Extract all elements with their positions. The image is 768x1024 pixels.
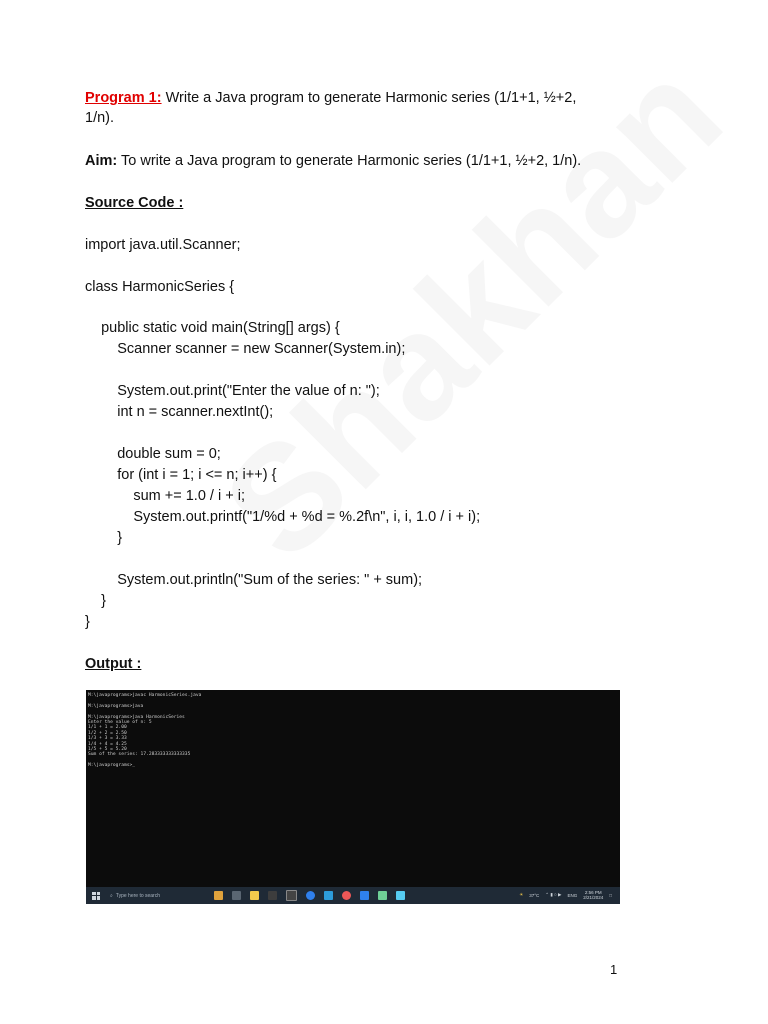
language-indicator: ENG <box>567 892 578 898</box>
code-line: for (int i = 1; i <= n; i++) { <box>85 467 277 483</box>
code-line: Scanner scanner = new Scanner(System.in); <box>85 341 406 357</box>
aim-text: To write a Java program to generate Harmonic series (1/1+1, ½+2, 1/n). <box>117 153 582 169</box>
program-title <box>85 88 576 108</box>
source-code-heading: Source Code : <box>85 195 184 211</box>
taskbar <box>86 887 620 904</box>
windows-start-icon <box>92 892 100 900</box>
app-icon <box>378 891 387 900</box>
page-number: 1 <box>610 962 618 977</box>
terminal-screenshot <box>86 690 620 904</box>
aim-line <box>85 151 581 171</box>
edge-icon <box>306 891 315 900</box>
code-line: } <box>85 593 106 609</box>
terminal-line: 1/1 + 1 = 2.00 <box>88 725 127 731</box>
terminal-line: Enter the value of n: 5 <box>88 720 152 726</box>
code-line: } <box>85 530 123 546</box>
code-line: class HarmonicSeries { <box>85 279 235 295</box>
code-line: System.out.println("Sum of the series: " + sum); <box>85 572 423 588</box>
terminal-line: M:\javaprograms>javac HarmonicSeries.java <box>88 693 202 698</box>
code-line: System.out.print("Enter the value of n: "); <box>85 383 380 399</box>
terminal-line: M:\javaprograms>java <box>88 703 144 709</box>
code-line: int n = scanner.nextInt(); <box>85 404 274 420</box>
app-icon <box>268 891 277 900</box>
program-text: Write a Java program to generate Harmonic series (1/1+1, ½+2, <box>161 90 577 106</box>
clock-time: 2:56 PM <box>584 890 602 895</box>
aim-label: Aim: <box>85 153 118 169</box>
clock-date: 2/21/2024 <box>583 895 604 900</box>
file-explorer-icon <box>250 891 259 900</box>
taskbar-search-placeholder: Type here to search <box>115 892 161 899</box>
tray-icons: ⌃ ▮ ○ ▶ <box>545 892 562 897</box>
system-tray <box>519 890 612 900</box>
task-view-icon <box>232 891 241 900</box>
notification-icon: □ <box>609 892 612 898</box>
code-line: import java.util.Scanner; <box>85 237 241 253</box>
terminal-line: Sum of the series: 17.283333333333335 <box>88 752 191 758</box>
code-line: sum += 1.0 / i + i; <box>85 488 245 504</box>
code-line: System.out.printf("1/%d + %d = %.2f\n", i, i, 1.0 / i + i); <box>85 509 481 525</box>
terminal-output <box>88 693 201 769</box>
terminal-line: 1/4 + 4 = 4.25 <box>88 741 127 747</box>
app-icon <box>396 891 405 900</box>
terminal-line: M:\javaprograms>java HarmonicSeries <box>88 714 185 720</box>
terminal-line: 1/5 + 5 = 5.20 <box>88 747 127 753</box>
code-line: public static void main(String[] args) { <box>85 320 340 336</box>
widget-icon <box>214 891 223 900</box>
vscode-icon <box>360 891 369 900</box>
output-heading: Output : <box>85 656 142 672</box>
search-icon: ⌕ <box>110 892 113 899</box>
terminal-line: 1/2 + 2 = 2.50 <box>88 730 127 736</box>
weather-icon: ☀ <box>519 892 524 897</box>
weather-text: 37°C <box>529 892 540 898</box>
terminal-line: M:\javaprograms>_ <box>88 763 136 769</box>
code-line: double sum = 0; <box>85 446 221 462</box>
program-label: Program 1: <box>85 90 162 106</box>
terminal-icon <box>286 890 297 901</box>
store-icon <box>324 891 333 900</box>
chrome-icon <box>342 891 351 900</box>
program-text-cont: 1/n). <box>85 110 115 126</box>
clock <box>583 890 603 900</box>
code-line: } <box>85 614 90 630</box>
taskbar-search <box>110 890 205 902</box>
terminal-line: 1/3 + 3 = 3.33 <box>88 736 127 742</box>
